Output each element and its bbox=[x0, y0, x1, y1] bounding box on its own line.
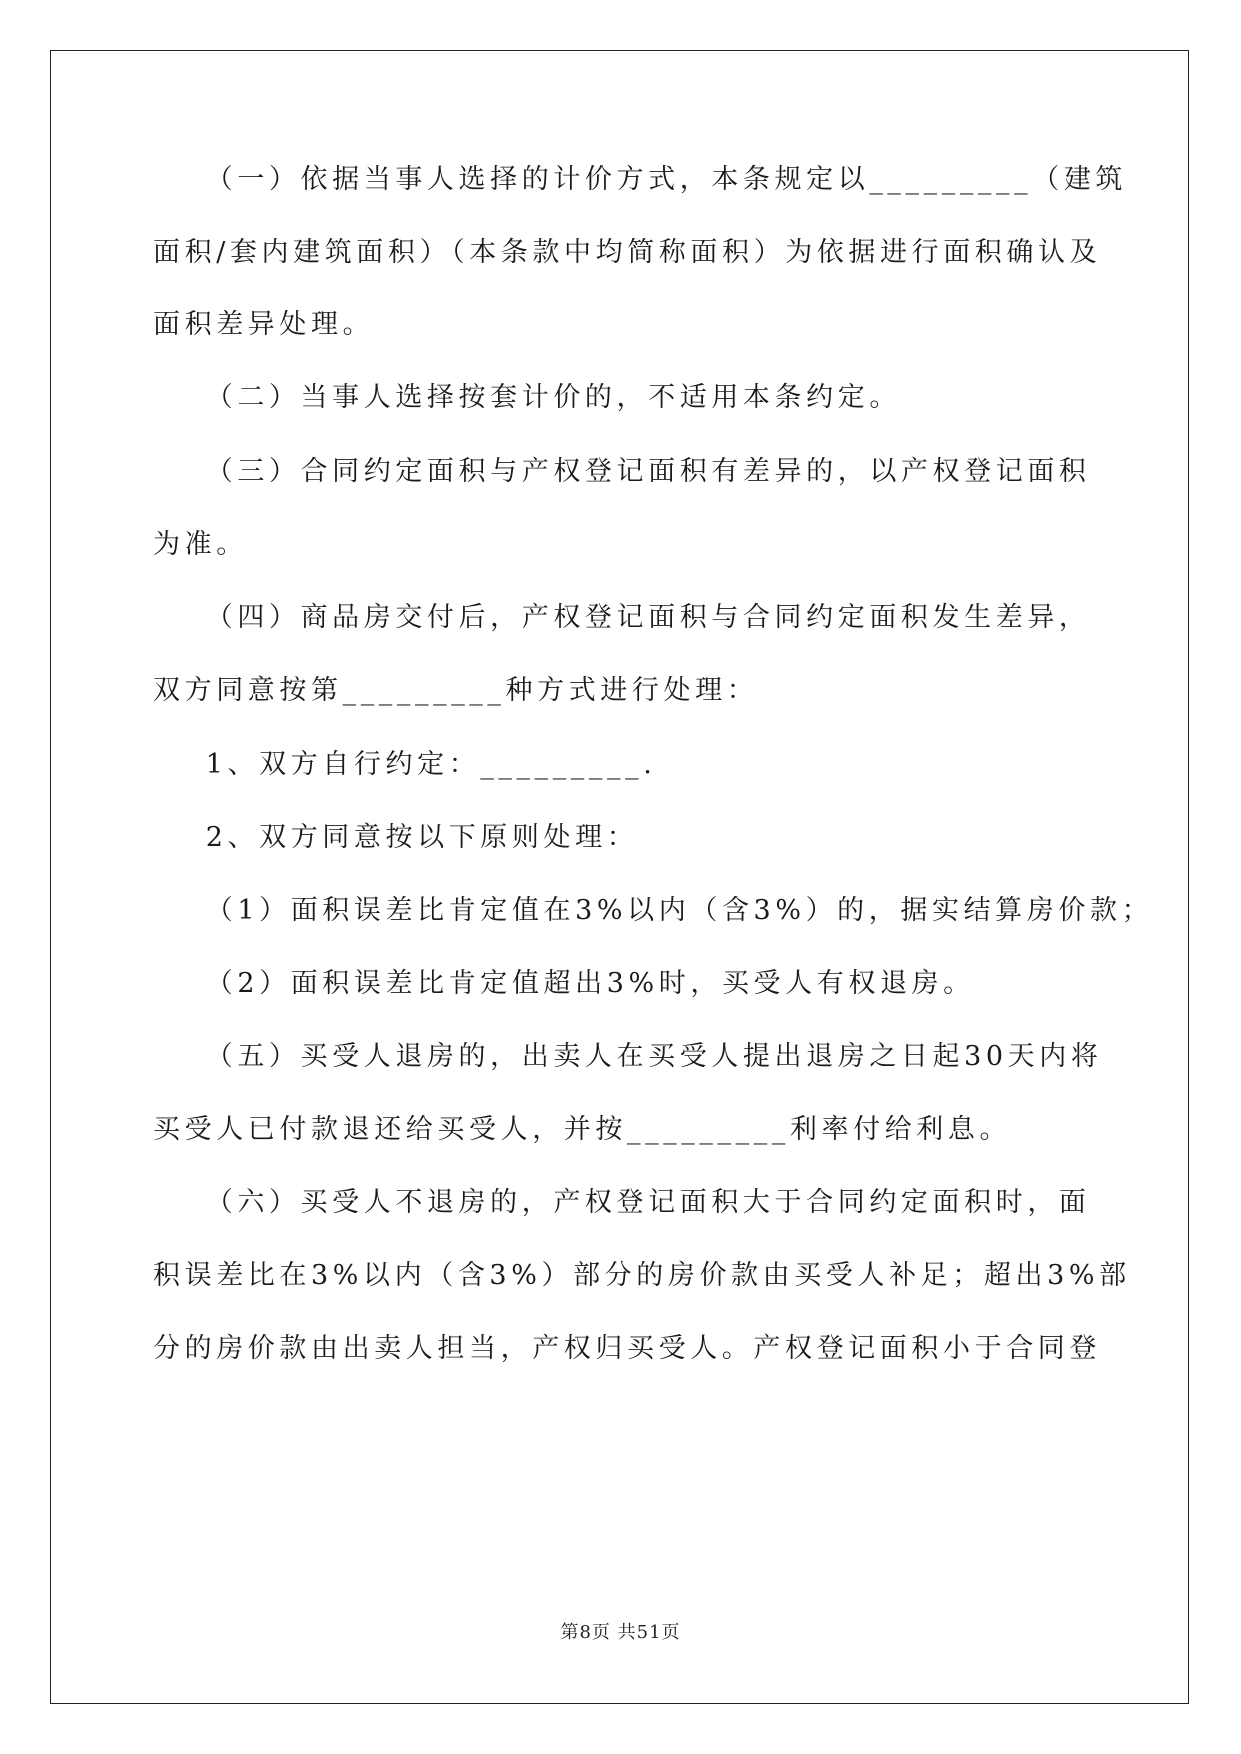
text-line: 积误差比在3%以内（含3%）部分的房价款由买受人补足；超出3%部 bbox=[153, 1260, 1131, 1291]
text-line: （四）商品房交付后，产权登记面积与合同约定面积发生差异， bbox=[153, 602, 1091, 633]
text-line: 1、双方自行约定：_________. bbox=[153, 749, 657, 780]
page-border bbox=[50, 50, 1189, 1704]
text-line: （六）买受人不退房的，产权登记面积大于合同约定面积时，面 bbox=[153, 1187, 1091, 1218]
text-line: （三）合同约定面积与产权登记面积有差异的，以产权登记面积 bbox=[153, 456, 1091, 487]
text-line: （二）当事人选择按套计价的，不适用本条约定。 bbox=[153, 382, 901, 413]
text-line: （五）买受人退房的，出卖人在买受人提出退房之日起30天内将 bbox=[153, 1041, 1103, 1072]
text-line: 买受人已付款退还给买受人，并按_________利率付给利息。 bbox=[153, 1114, 1012, 1145]
text-line: 2、双方同意按以下原则处理： bbox=[153, 822, 639, 853]
text-line: 双方同意按第_________种方式进行处理： bbox=[153, 675, 759, 706]
text-line: （1）面积误差比肯定值在3%以内（含3%）的，据实结算房价款； bbox=[153, 895, 1154, 926]
text-line: （一）依据当事人选择的计价方式，本条规定以_________（建筑 bbox=[153, 164, 1128, 195]
text-line: 为准。 bbox=[153, 529, 248, 560]
text-line: 面积/套内建筑面积）（本条款中均简称面积）为依据进行面积确认及 bbox=[153, 237, 1102, 268]
text-line: 面积差异处理。 bbox=[153, 309, 375, 340]
text-line: 分的房价款由出卖人担当，产权归买受人。产权登记面积小于合同登 bbox=[153, 1333, 1101, 1364]
text-line: （2）面积误差比肯定值超出3%时，买受人有权退房。 bbox=[153, 968, 975, 999]
page-number: 第8页 共51页 bbox=[560, 1622, 681, 1643]
